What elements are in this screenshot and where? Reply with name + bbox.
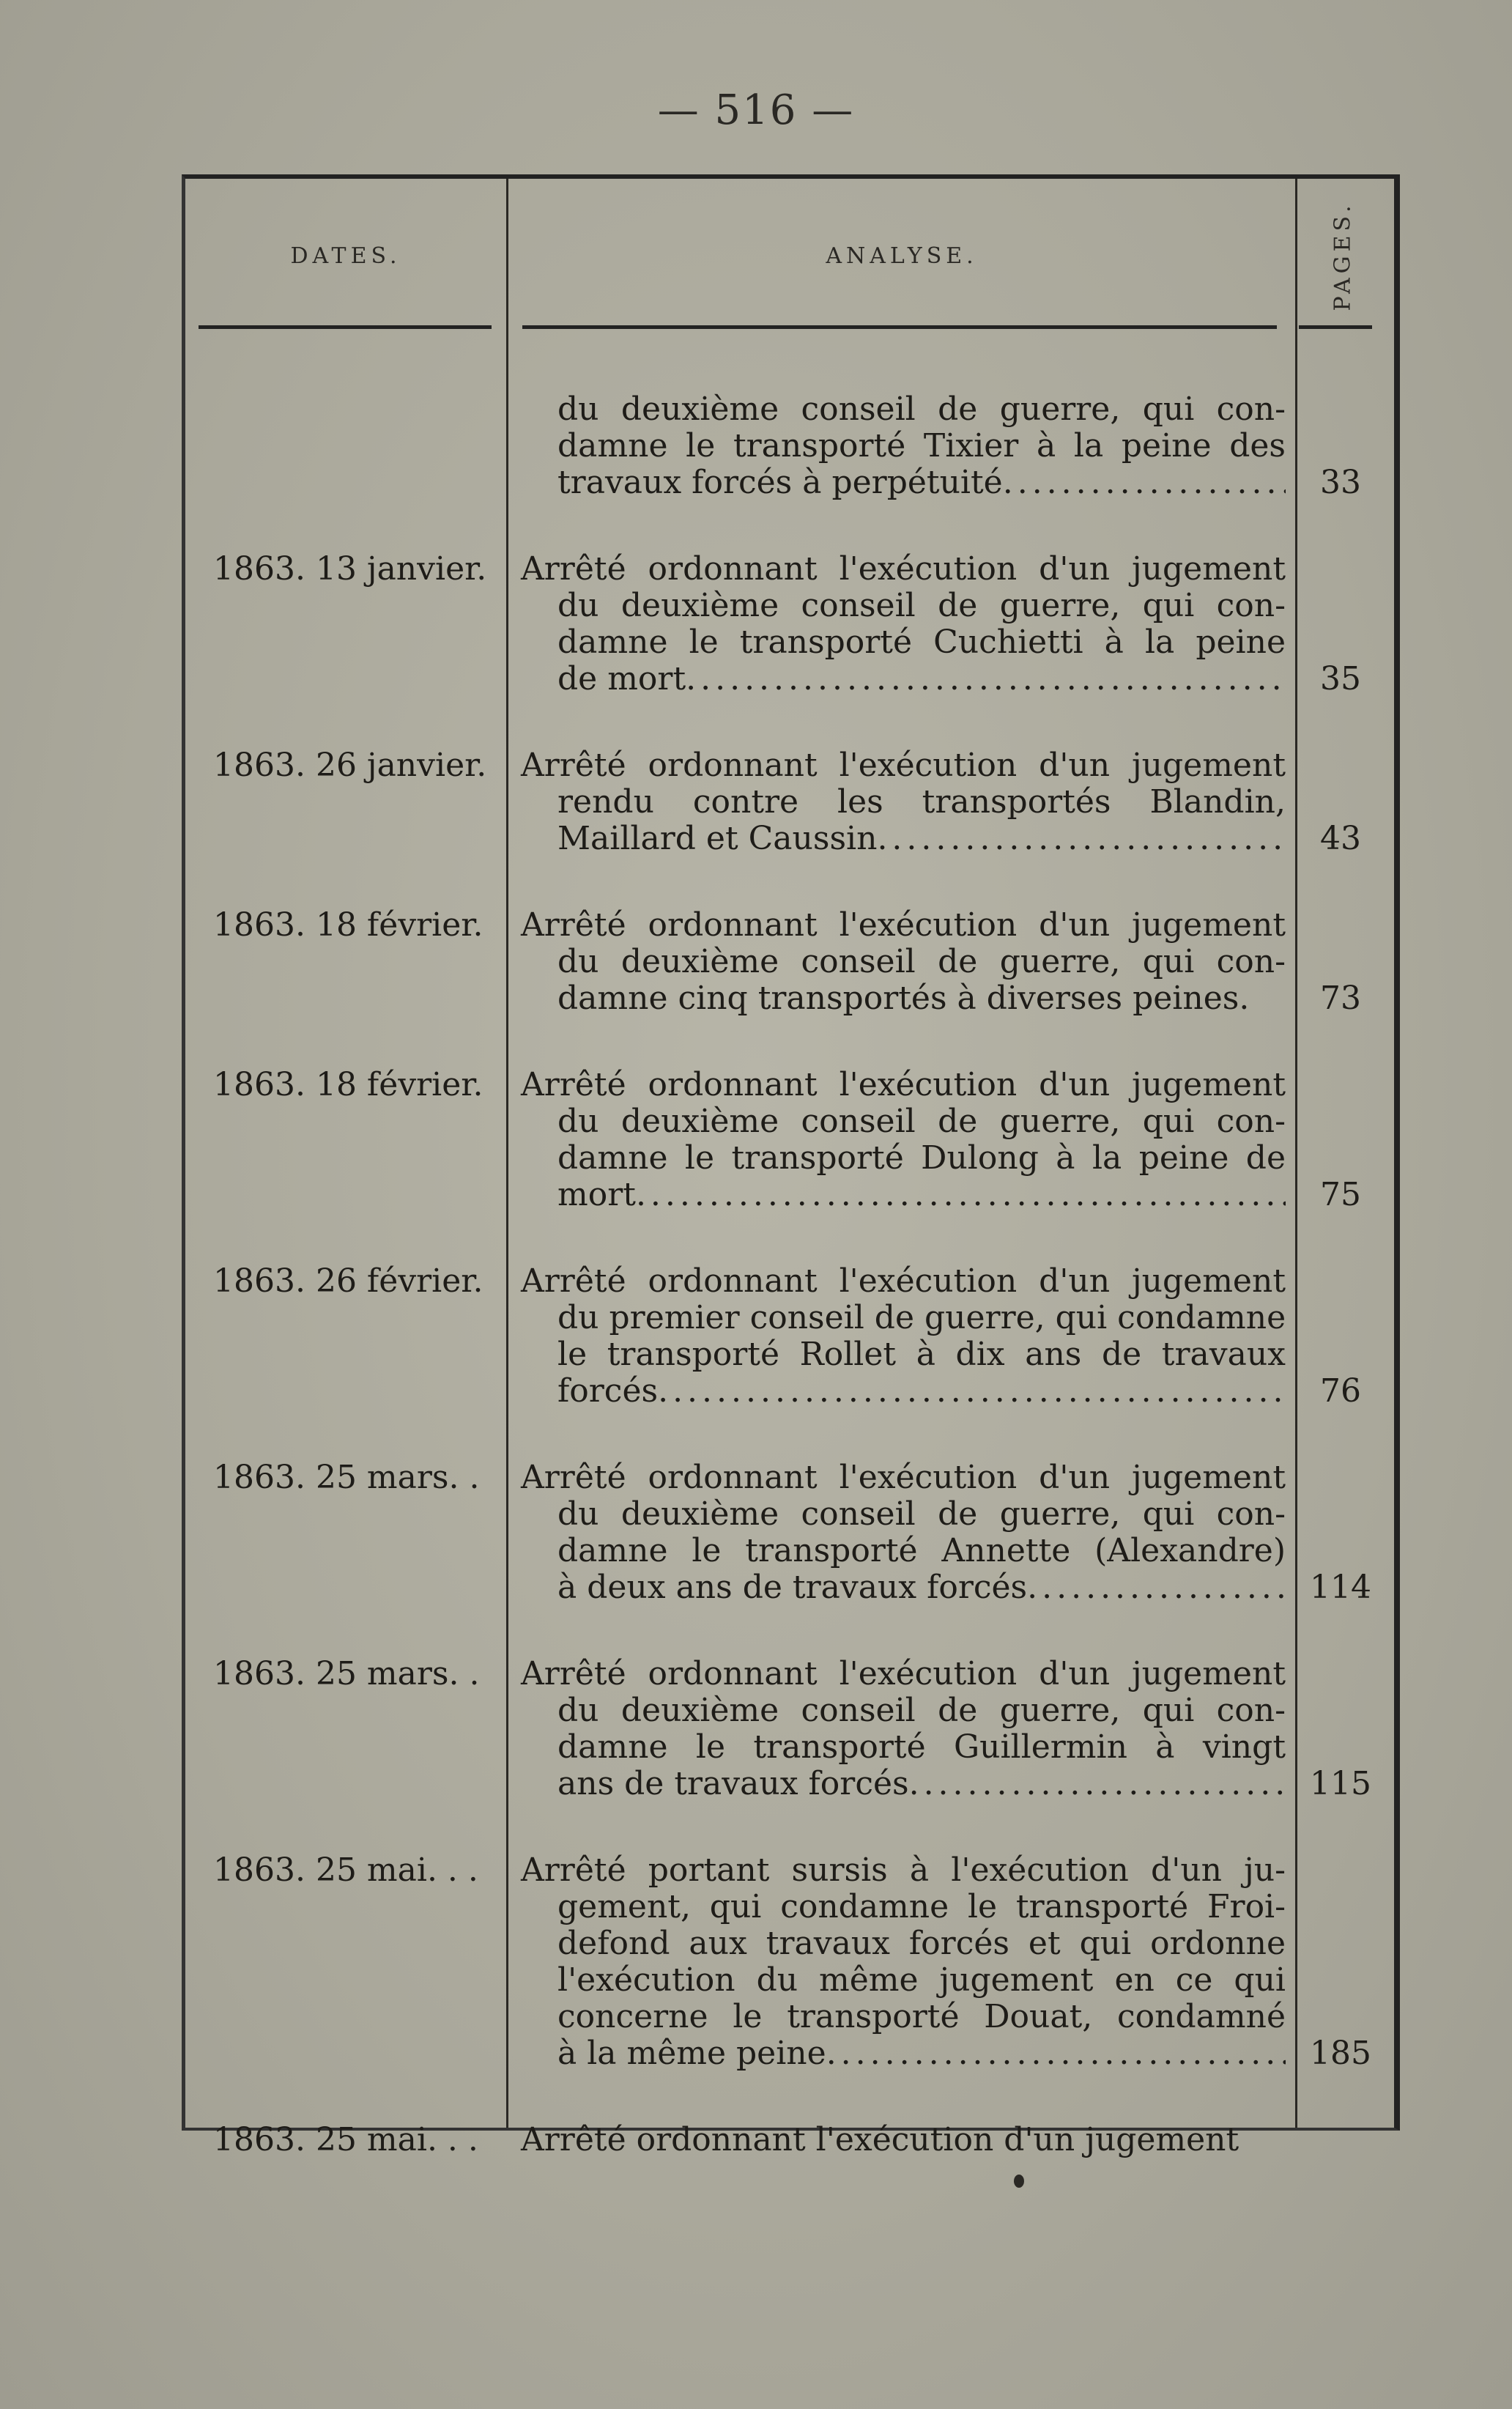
header-pages: [1297, 179, 1388, 333]
entry-date: 1863. 25 mai. . .: [213, 1851, 478, 1889]
header-rule-dates: [199, 325, 492, 329]
analysis-line: damne le transporté Dulong à la peine de: [557, 1139, 1286, 1177]
index-table: [182, 174, 1400, 2158]
entry-date: 1863. 25 mars. .: [213, 1459, 480, 1496]
header-rule-pages: [1299, 325, 1372, 329]
entry-analysis: [506, 1263, 1293, 1410]
header-analyse: ANALYSE.: [826, 243, 978, 269]
entry-row: [185, 551, 1394, 697]
analysis-line-text: forcés: [557, 1372, 659, 1410]
header-rule-analyse: [522, 325, 1277, 329]
leader-dots: [1003, 465, 1286, 501]
analysis-line: Arrêté ordonnant l'exécution d'un jugement: [521, 2121, 1239, 2158]
analysis-line: Arrêté ordonnant l'exécution d'un jugement: [521, 1262, 1286, 1300]
analysis-line: gement, qui condamne le transporté Froi-: [557, 1888, 1286, 1925]
entry-row: [185, 1656, 1394, 1802]
entry-page: 75: [1320, 1176, 1361, 1213]
entry-row: [185, 2122, 1394, 2158]
leader-dots: [636, 1177, 1286, 1213]
entry-analysis: [506, 1459, 1293, 1606]
analysis-line: [521, 1766, 1286, 1802]
entry-page: 73: [1320, 980, 1361, 1017]
analysis-line: [521, 2035, 1286, 2072]
analysis-line: Arrêté ordonnant l'exécution d'un jugement: [521, 1066, 1286, 1103]
entry-analysis: [506, 391, 1293, 501]
analysis-line: Arrêté ordonnant l'exécution d'un jugement: [521, 1655, 1286, 1692]
entry-date: 1863. 18 février.: [213, 1066, 483, 1103]
analysis-line: l'exécution du même jugement en ce qui: [557, 1961, 1286, 1999]
entry-page: 114: [1310, 1569, 1371, 1606]
header-pages-label: PAGES.: [1330, 201, 1356, 311]
analysis-line: [521, 661, 1286, 697]
entry-date: 1863. 13 janvier.: [213, 550, 487, 588]
leader-dots: [909, 1766, 1286, 1802]
entry-analysis: [506, 1852, 1293, 2072]
analysis-line: du deuxième conseil de guerre, qui con-: [557, 587, 1286, 624]
entry-row: [185, 391, 1394, 501]
analysis-line: damne le transporté Guillermin à vingt: [557, 1728, 1286, 1766]
entry-date: 1863. 25 mai. . .: [213, 2121, 478, 2158]
analysis-line: du premier conseil de guerre, qui condamne: [557, 1299, 1286, 1336]
entry-analysis: [506, 1067, 1293, 1213]
entry-page: 35: [1320, 660, 1361, 697]
entry-page: [1293, 2122, 1388, 2158]
leader-dots: [877, 821, 1286, 857]
entry-row: [185, 747, 1394, 857]
analysis-line: Arrêté portant sursis à l'exécution d'un ju-: [521, 1851, 1286, 1889]
analysis-line-text: de mort: [557, 660, 686, 697]
analysis-line: [521, 1569, 1286, 1606]
entry-analysis: [506, 907, 1293, 1017]
analysis-line: [521, 1177, 1286, 1213]
entry-date: 1863. 26 janvier.: [213, 747, 487, 784]
entry-row: [185, 1852, 1394, 2072]
entry-row: [185, 907, 1394, 1017]
analysis-line-text: à deux ans de travaux forcés: [557, 1569, 1028, 1606]
analysis-line: concerne le transporté Douat, condamné: [557, 1998, 1286, 2035]
leader-dots: [826, 2035, 1286, 2072]
analysis-line: damne le transporté Annette (Alexandre): [557, 1532, 1286, 1569]
leader-dots: [1027, 1569, 1286, 1606]
entry-analysis: [506, 2122, 1293, 2158]
analysis-line: damne le transporté Cuchietti à la peine: [557, 623, 1286, 661]
entry-date: 1863. 26 février.: [213, 1262, 483, 1300]
entry-page: 76: [1320, 1372, 1361, 1410]
entry-analysis: [506, 1656, 1293, 1802]
entry-row: [185, 1263, 1394, 1410]
analysis-line: [521, 821, 1286, 857]
analysis-line-text: à la même peine: [557, 2035, 826, 2072]
leader-dots: [658, 1373, 1286, 1410]
entry-date: 1863. 25 mars. .: [213, 1655, 480, 1692]
analysis-line: le transporté Rollet à dix ans de travaux: [557, 1336, 1286, 1373]
analysis-line: damne le transporté Tixier à la peine des: [557, 427, 1286, 465]
entry-row: [185, 1067, 1394, 1213]
entry-date: [185, 391, 506, 501]
analysis-line: Arrêté ordonnant l'exécution d'un jugement: [521, 906, 1286, 944]
analysis-line-text: travaux forcés à perpétuité: [557, 464, 1003, 501]
ink-spot: [1014, 2175, 1024, 2188]
analysis-line: du deuxième conseil de guerre, qui con-: [557, 1103, 1286, 1140]
analysis-line: du deuxième conseil de guerre, qui con-: [557, 1692, 1286, 1729]
analysis-line: Arrêté ordonnant l'exécution d'un jugement: [521, 550, 1286, 588]
leader-dots: [686, 661, 1286, 697]
analysis-line: [521, 1373, 1286, 1410]
entry-analysis: [506, 747, 1293, 857]
analysis-line: Arrêté ordonnant l'exécution d'un jugement: [521, 1459, 1286, 1496]
entry-page: 33: [1320, 464, 1361, 501]
header-dates: DATES.: [290, 243, 401, 269]
analysis-line: du deuxième conseil de guerre, qui con-: [557, 1495, 1286, 1533]
analysis-line: Arrêté ordonnant l'exécution d'un jugement: [521, 747, 1286, 784]
entry-date: 1863. 18 février.: [213, 906, 483, 944]
entry-page: 185: [1310, 2035, 1371, 2072]
analysis-line: rendu contre les transportés Blandin,: [557, 783, 1286, 821]
analysis-line-text: mort: [557, 1176, 636, 1213]
analysis-line: du deuxième conseil de guerre, qui con-: [557, 391, 1286, 428]
entry-page: 43: [1320, 820, 1361, 857]
analysis-line: du deuxième conseil de guerre, qui con-: [557, 943, 1286, 980]
entry-page: 115: [1310, 1765, 1371, 1802]
analysis-line: damne cinq transportés à diverses peines.: [557, 980, 1250, 1017]
page-number: — 516 —: [657, 86, 855, 134]
entry-row: [185, 1459, 1394, 1606]
entries-list: [185, 391, 1394, 2208]
analysis-line-text: Maillard et Caussin: [557, 820, 878, 857]
analysis-line: defond aux travaux forcés et qui ordonne: [557, 1925, 1286, 1962]
analysis-line-text: ans de travaux forcés: [557, 1765, 909, 1802]
analysis-line: [521, 465, 1286, 501]
entry-analysis: [506, 551, 1293, 697]
